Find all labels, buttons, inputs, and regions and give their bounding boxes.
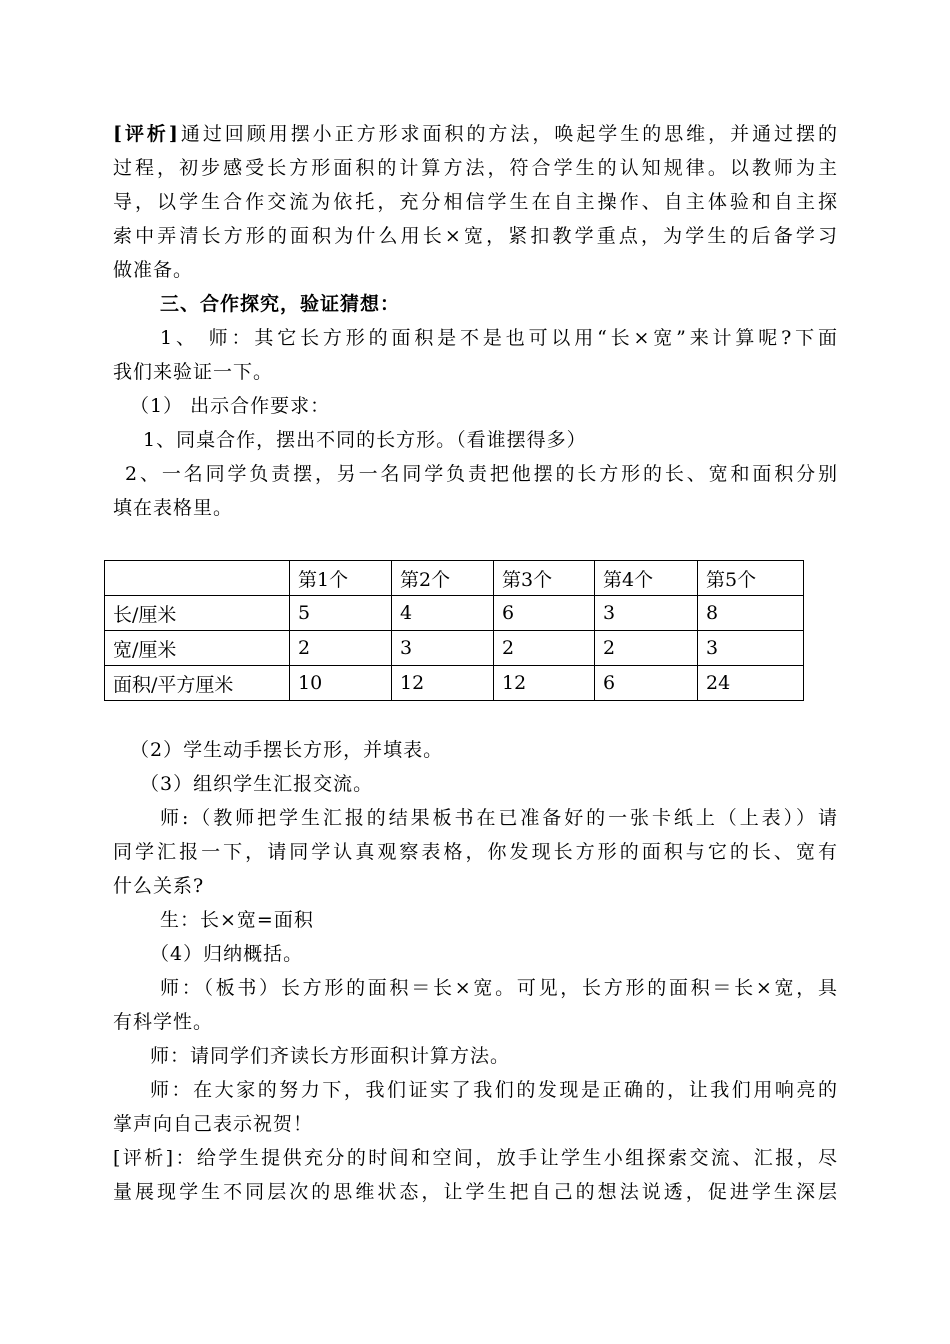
comment2-line-2: 量展现学生不同层次的思维状态，让学生把自己的想法说透，促进学生深层 — [113, 1181, 838, 1203]
table-row — [105, 666, 804, 701]
teacher-summary-line-2: 有科学性。 — [113, 1011, 214, 1033]
table-header-cell: 第2个 — [392, 561, 494, 596]
row-label: 面积/平方厘米 — [105, 666, 290, 701]
teacher-report-line-3: 什么关系? — [113, 875, 205, 897]
results-table — [104, 560, 804, 701]
requirement-2-line-1: 2、一名同学负责摆，另一名同学负责把他摆的长方形的长、宽和面积分别 — [125, 463, 838, 485]
step-3: （3）组织学生汇报交流。 — [140, 773, 374, 795]
teacher-report-line-2: 同学汇报一下，请同学认真观察表格，你发现长方形的面积与它的长、宽有 — [113, 841, 838, 863]
table-cell: 10 — [290, 666, 392, 701]
requirement-1: 1、同桌合作，摆出不同的长方形。（看谁摆得多） — [143, 429, 587, 451]
student-answer: 生：长×宽=面积 — [160, 909, 314, 931]
table-cell: 8 — [698, 596, 804, 631]
table-cell: 6 — [494, 596, 595, 631]
step-4: （4）归纳概括。 — [150, 943, 304, 965]
teacher-question-line-2: 我们来验证一下。 — [113, 361, 274, 383]
row-label: 宽/厘米 — [105, 631, 290, 666]
teacher-read-instruction: 师：请同学们齐读长方形面积计算方法。 — [150, 1045, 511, 1067]
table-cell: 4 — [392, 596, 494, 631]
row-label: 长/厘米 — [105, 596, 290, 631]
teacher-summary-line-1: 师：（板书）长方形的面积＝长×宽。可见，长方形的面积＝长×宽，具 — [160, 977, 838, 999]
teacher-question-line-1: 1、 师：其它长方形的面积是不是也可以用“长×宽”来计算呢?下面 — [160, 327, 838, 349]
table-header-cell: 第5个 — [698, 561, 804, 596]
requirement-2-line-2: 填在表格里。 — [113, 497, 234, 519]
table-cell: 3 — [392, 631, 494, 666]
comment2-line-1: [评析]：给学生提供充分的时间和空间，放手让学生小组探索交流、汇报，尽 — [113, 1147, 838, 1169]
table-cell: 2 — [595, 631, 698, 666]
step-1-heading: （1） 出示合作要求： — [130, 395, 331, 417]
comment-paragraph-line-3: 导，以学生合作交流为依托，充分相信学生在自主操作、自主体验和自主探 — [113, 191, 838, 213]
section-heading: 三、合作探究，验证猜想： — [160, 293, 401, 315]
table-cell: 12 — [494, 666, 595, 701]
table-cell: 6 — [595, 666, 698, 701]
table-cell: 3 — [595, 596, 698, 631]
teacher-report-line-1: 师:（教师把学生汇报的结果板书在已准备好的一张卡纸上（上表））请 — [160, 807, 838, 829]
table-header-cell: 第3个 — [494, 561, 595, 596]
comment-paragraph-line-4: 索中弄清长方形的面积为什么用长×宽，紧扣教学重点，为学生的后备学习 — [113, 225, 838, 247]
table-header-cell: 第4个 — [595, 561, 698, 596]
comment-label: [评析] — [113, 123, 179, 145]
table-cell: 2 — [494, 631, 595, 666]
table-cell: 3 — [698, 631, 804, 666]
table-row — [105, 631, 804, 666]
step-2: （2）学生动手摆长方形，并填表。 — [130, 739, 444, 761]
teacher-praise-line-2: 掌声向自己表示祝贺！ — [113, 1113, 314, 1135]
table-header-cell — [105, 561, 290, 596]
table-cell: 24 — [698, 666, 804, 701]
table-cell: 2 — [290, 631, 392, 666]
comment-paragraph-line-1: [评析]通过回顾用摆小正方形求面积的方法，唤起学生的思维，并通过摆的 — [113, 123, 838, 145]
table-cell: 12 — [392, 666, 494, 701]
teacher-praise-line-1: 师：在大家的努力下，我们证实了我们的发现是正确的，让我们用响亮的 — [150, 1079, 838, 1101]
table-header-row — [105, 561, 804, 596]
table-row — [105, 596, 804, 631]
table-cell: 5 — [290, 596, 392, 631]
comment-paragraph-line-2: 过程，初步感受长方形面积的计算方法，符合学生的认知规律。以教师为主 — [113, 157, 838, 179]
table-header-cell: 第1个 — [290, 561, 392, 596]
comment-paragraph-line-5: 做准备。 — [113, 259, 194, 281]
